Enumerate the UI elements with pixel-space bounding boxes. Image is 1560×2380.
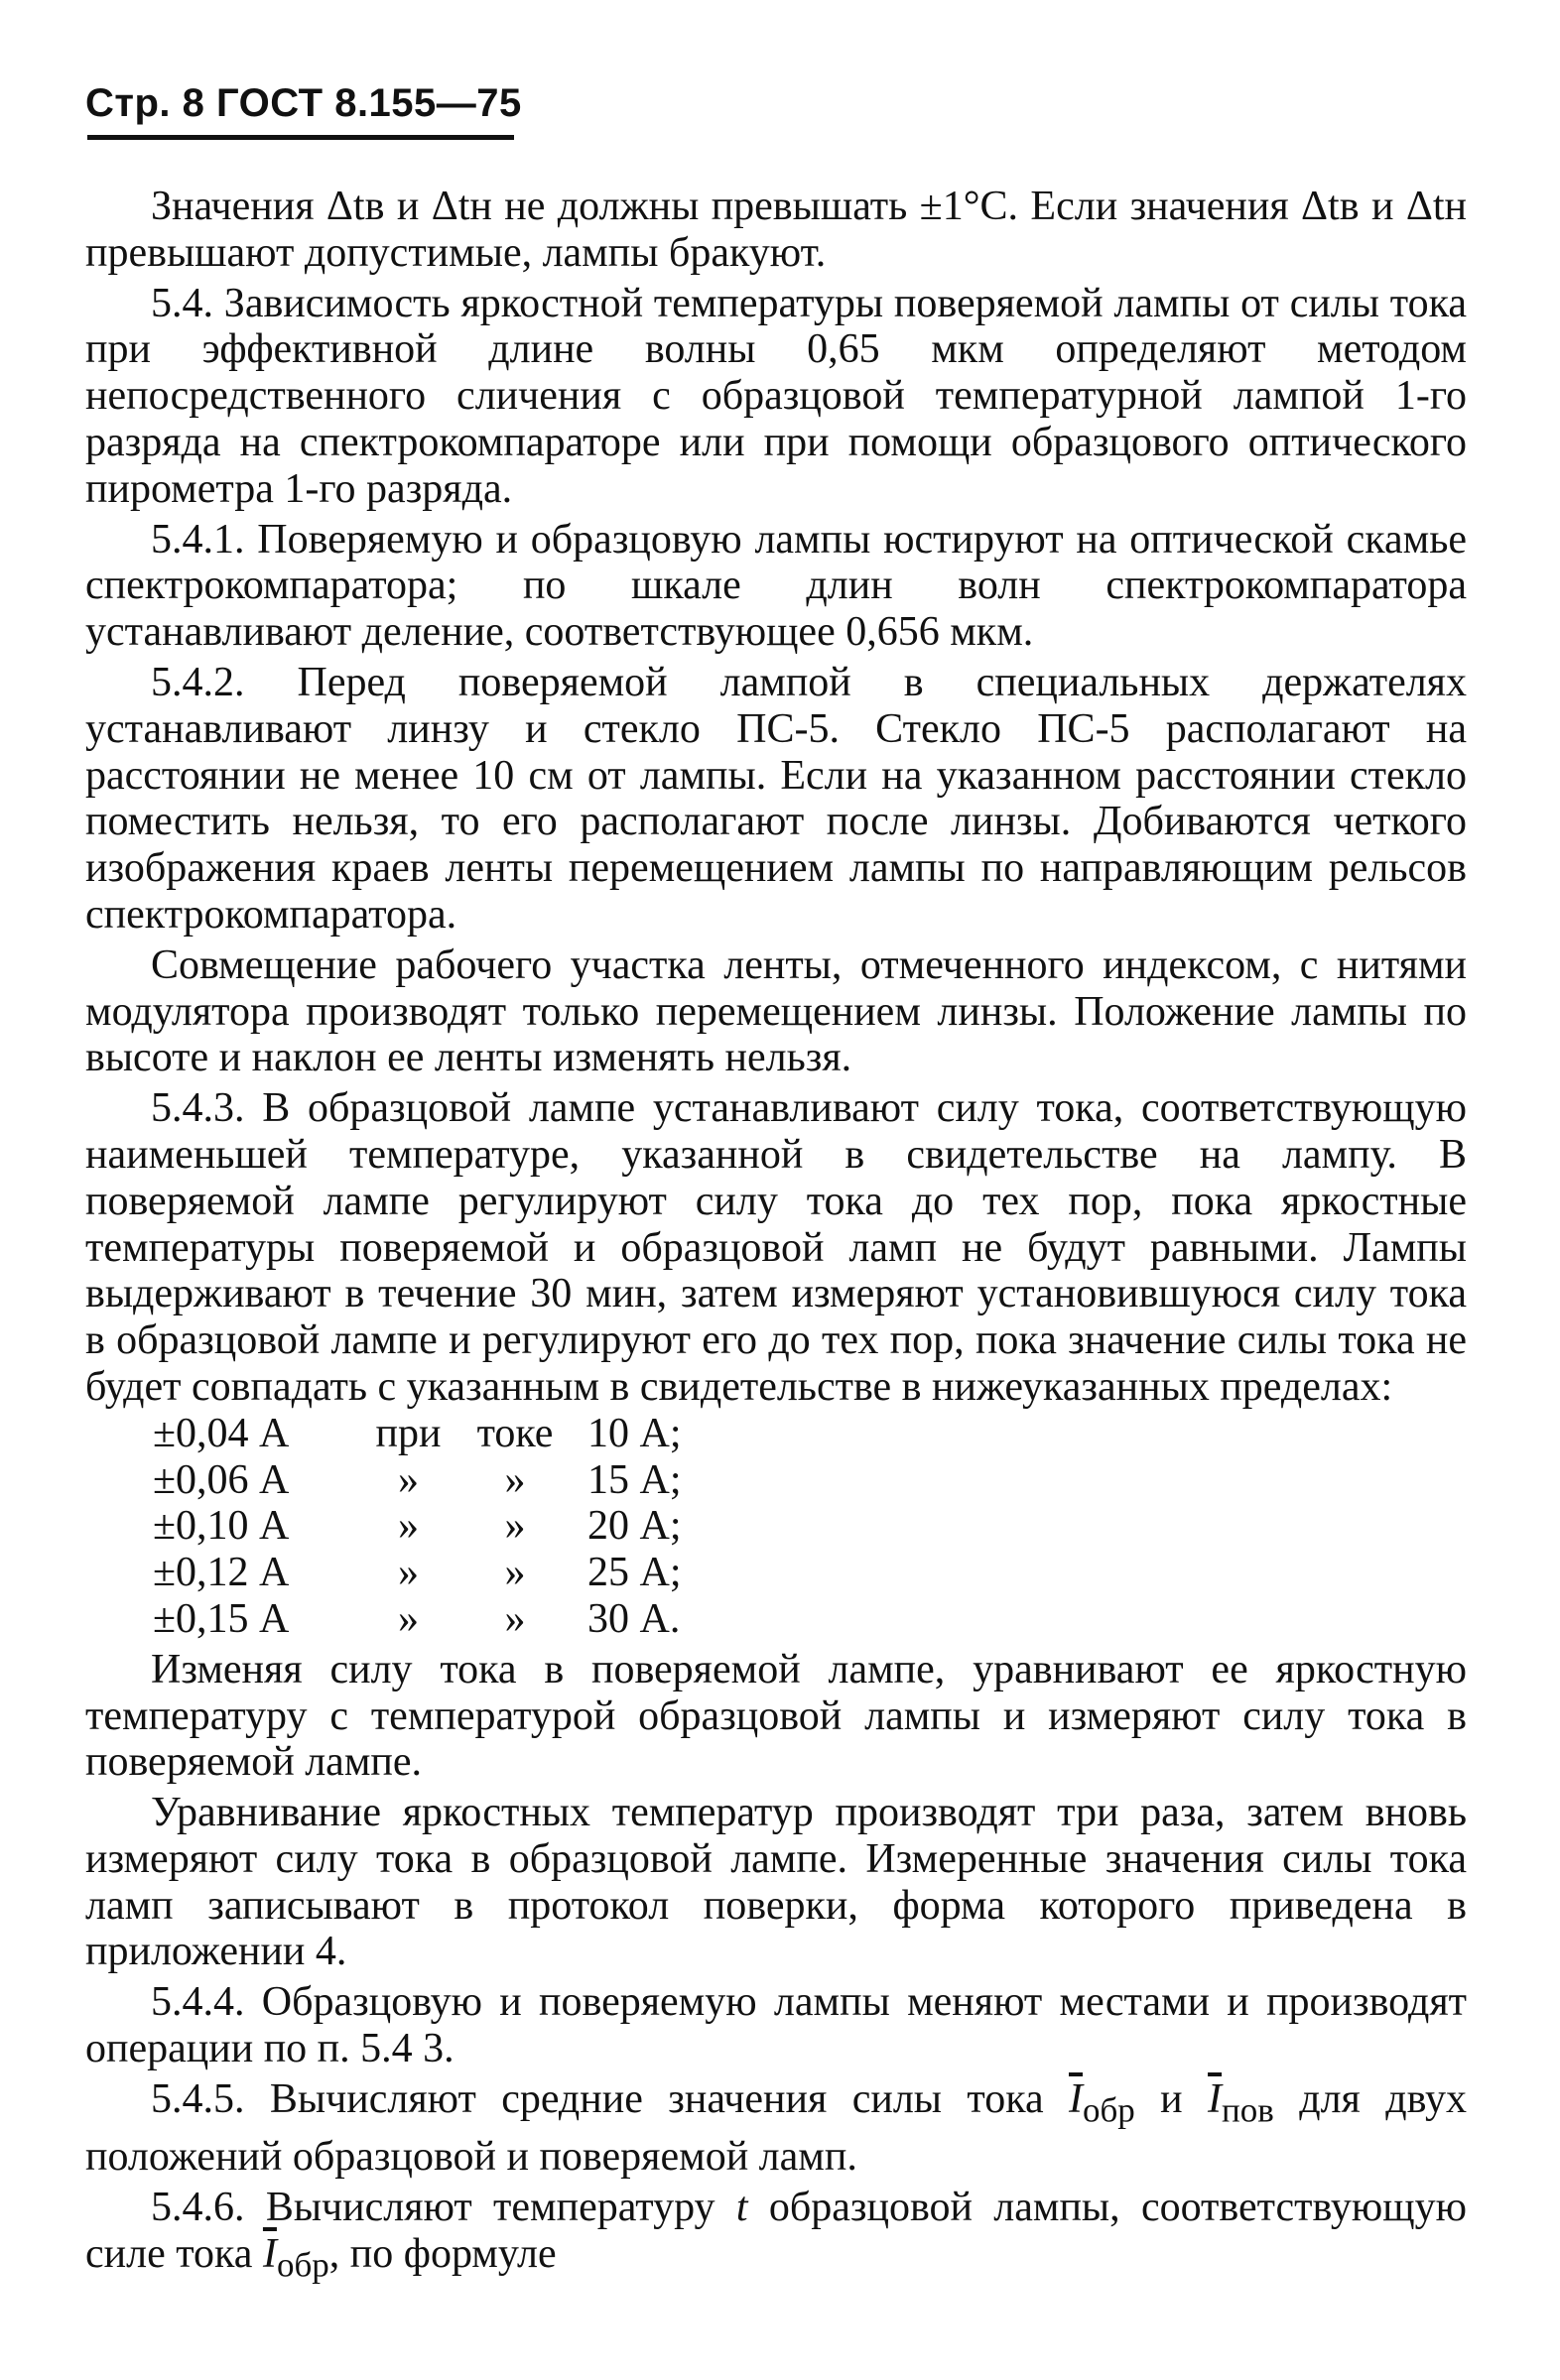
tolerance-row [153, 1503, 1467, 1550]
tolerance-row [153, 1550, 1467, 1596]
subscript: обр [276, 2245, 329, 2285]
paragraph-alignment: Совмещение рабочего участка ленты, отмеченного индексом, с нитями модулятора производят только перемещением линзы. Положение лампы по высоте и наклон ее ленты изменять нельзя. [85, 941, 1467, 1081]
tolerance-word: » [398, 1456, 419, 1503]
mean-current-symbol: $\overline{I}$ [1068, 2075, 1083, 2122]
tolerance-word: » [398, 1550, 419, 1596]
tolerance-word: » [504, 1595, 526, 1642]
paragraph-5-4-5 [85, 2076, 1467, 2181]
document-body [85, 184, 1467, 2289]
tolerance-word: » [504, 1550, 526, 1596]
tolerance-current: 20 А; [587, 1503, 682, 1550]
tolerance-current: 30 А. [587, 1595, 681, 1642]
text-run: , по формуле [328, 2230, 557, 2277]
tolerance-word: » [504, 1456, 526, 1503]
paragraph-5-4-1: 5.4.1. Поверяемую и образцовую лампы юстируют на оптической скамье спектрокомпаратора; по шкале длин волн спектрокомпаратора устанавливают деление, соответствующее 0,656 мкм. [85, 516, 1467, 656]
tolerance-value: ±0,10 А [153, 1503, 290, 1550]
page-header: Стр. 8 ГОСТ 8.155—75 [85, 81, 522, 125]
temperature-symbol: t [735, 2184, 748, 2230]
tolerance-current: 10 А; [587, 1410, 682, 1456]
tolerance-current: 25 А; [587, 1550, 682, 1596]
tolerance-word: » [398, 1595, 419, 1642]
text-run: 5.4.6. Вычисляют температуру [151, 2184, 736, 2230]
tolerance-value: ±0,12 А [153, 1550, 290, 1596]
tolerance-row [153, 1411, 1467, 1457]
tolerance-value: ±0,06 А [153, 1456, 290, 1503]
tolerance-word: токе [476, 1410, 554, 1456]
text-run: и [1134, 2075, 1209, 2122]
tolerance-word: » [398, 1503, 419, 1550]
mean-current-symbol: $\overline{I}$ [262, 2230, 277, 2277]
tolerance-list [85, 1411, 1467, 1643]
paragraph-5-4-2: 5.4.2. Перед поверяемой лампой в специальных держателях устанавливают линзу и стекло ПС-5. Стекло ПС-5 располагают на расстоянии не менее 10 см от лампы. Если на указанном расстоянии стекло поместить нельзя, то его располагают после линзы. Добиваются четкого изображения краев ленты перемещением лампы по направляющим рельсов спектрокомпаратора. [85, 659, 1467, 938]
tolerance-word: » [504, 1503, 526, 1550]
text-run: для двух положений образцовой и поверяемой ламп. [85, 2075, 1467, 2181]
paragraph-equalize: Изменяя силу тока в поверяемой лампе, уравнивают ее яркостную температуру с температурой образцовой лампы и измеряют силу тока в поверяемой лампе. [85, 1646, 1467, 1786]
subscript: пов [1222, 2090, 1274, 2130]
tolerance-current: 15 А; [587, 1456, 682, 1503]
tolerance-word: при [375, 1410, 442, 1456]
mean-current-symbol: $\overline{I}$ [1208, 2075, 1223, 2122]
tolerance-value: ±0,15 А [153, 1595, 290, 1642]
paragraph-repeat: Уравнивание яркостных температур производят три раза, затем вновь измеряют силу тока в образцовой лампе. Измеренные значения силы тока ламп записывают в протокол поверки, форма которого приведена в приложении 4. [85, 1790, 1467, 1975]
paragraph-5-4-4: 5.4.4. Образцовую и поверяемую лампы меняют местами и производят операции по п. 5.4 3. [85, 1979, 1467, 2072]
text-run: 5.4.5. Вычисляют средние значения силы тока [151, 2075, 1069, 2122]
paragraph-5-4-3: 5.4.3. В образцовой лампе устанавливают силу тока, соответствующую наименьшей температуре, указанной в свидетельстве на лампу. В поверяемой лампе регулируют силу тока до тех пор, пока яркостные температуры поверяемой и образцовой ламп не будут равными. Лампы выдерживают в течение 30 мин, затем измеряют установившуюся силу тока в образцовой лампе и регулируют его до тех пор, пока значение силы тока не будет совпадать с указанным в свидетельстве в нижеуказанных пределах: [85, 1085, 1467, 1410]
paragraph-5-4: 5.4. Зависимость яркостной температуры поверяемой лампы от силы тока при эффективной длине волны 0,65 мкм определяют методом непосредственного сличения с образцовой температурной лампой 1-го разряда на спектрокомпараторе или при помощи образцового оптического пирометра 1-го разряда. [85, 280, 1467, 512]
tolerance-row [153, 1596, 1467, 1643]
text-run: образцовой лампы, соответствующую силе тока [85, 2184, 1467, 2277]
paragraph-intro: Значения Δtв и Δtн не должны превышать ±1°С. Если значения Δtв и Δtн превышают допустимые, лампы бракуют. [85, 184, 1467, 276]
subscript: обр [1082, 2090, 1135, 2130]
tolerance-value: ±0,04 А [153, 1410, 290, 1456]
header-rule [87, 135, 514, 140]
paragraph-5-4-6 [85, 2185, 1467, 2289]
tolerance-row [153, 1457, 1467, 1504]
